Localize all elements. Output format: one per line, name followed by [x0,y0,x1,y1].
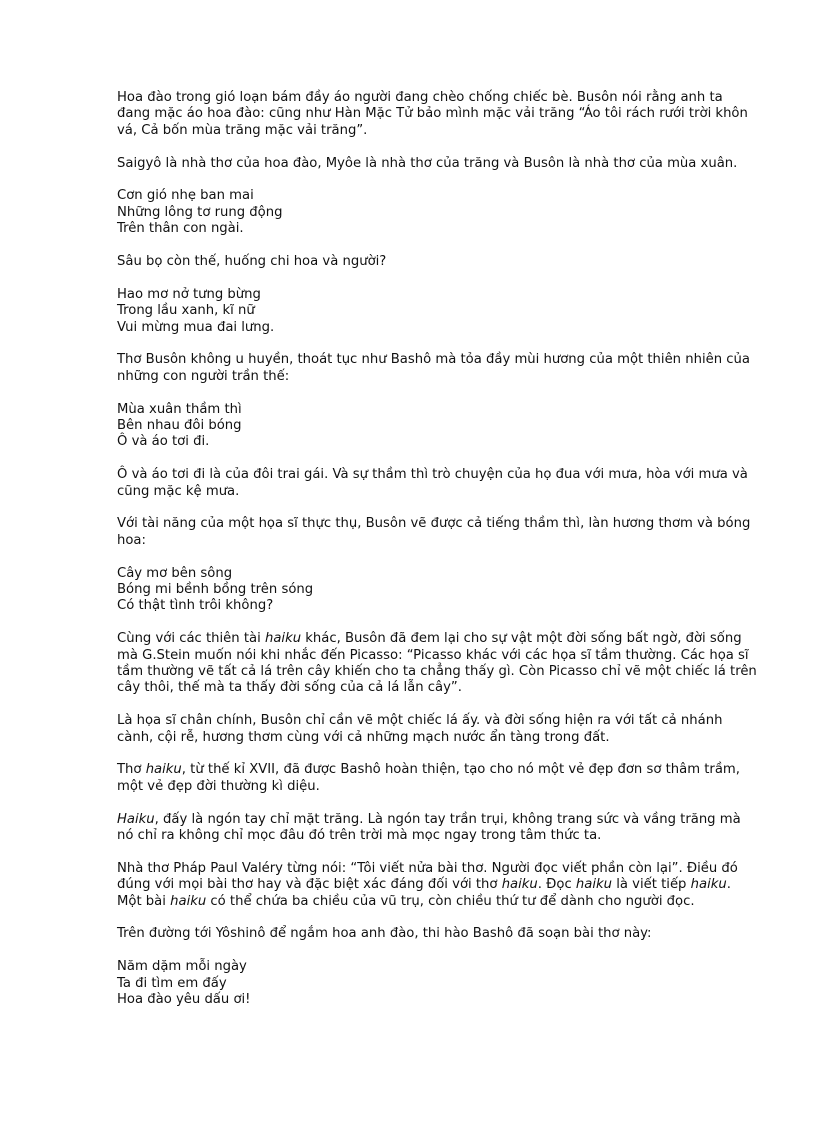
paragraph-text: Cùng với các thiên tài [117,631,265,647]
paragraph-text: Sâu bọ còn thế, huống chi hoa và người? [117,254,387,270]
verse-line: Có thật tình trôi không? [117,598,274,614]
verse-line: Trong lầu xanh, kĩ nữ [117,303,255,319]
italic-text: haiku [145,762,182,778]
poem-verse [117,188,757,237]
italic-text: haiku [501,877,538,893]
verse-line: Cây mơ bên sông [117,565,233,581]
paragraph-text: Thơ [117,762,146,778]
paragraph [117,516,757,549]
verse-line: Trên thân con ngài. [117,221,244,237]
paragraph-text: , đấy là ngón tay chỉ mặt trăng. Là ngón tay trần trụi, không trang sức và vầng trăng mà nó chỉ ra không chỉ mọc đâu đó trên trời mà mọc ngay trong tâm thức ta. [117,811,745,844]
paragraph [117,631,761,697]
paragraph [117,762,757,795]
verse-line: Bên nhau đôi bóng [117,418,242,434]
paragraph [117,90,757,139]
verse-line: Những lông tơ rung động [117,204,283,220]
verse-line: Mùa xuân thầm thì [117,401,242,417]
paragraph [117,467,757,500]
paragraph-text: . Đọc [537,877,576,893]
italic-text: haiku [264,631,302,647]
paragraph [117,861,757,910]
verse-line: Năm dặm mỗi ngày [117,959,247,975]
paragraph-text: Ô và áo tơi đi là của đôi trai gái. Và sự thầm thì trò chuyện của họ đua với mưa, hòa với mưa và cũng mặc kệ mưa. [117,467,753,499]
paragraph-text: Thơ Busôn không u huyền, thoát tục như Bashô mà tỏa đầy mùi hương của một thiên nhiên của những con người trần thế: [117,352,755,384]
verse-line: Ô và áo tơi đi. [117,434,210,450]
italic-text: Haiku [117,811,155,827]
paragraph-text: là viết tiếp [612,877,691,893]
paragraph-text: có thể chứa ba chiều của vũ trụ, còn chiều thứ tư để dành cho người đọc. [206,893,695,909]
paragraph [117,713,757,746]
paragraph [117,254,757,270]
verse-line: Bóng mi bềnh bồng trên sóng [117,582,314,598]
paragraph-text: Trên đường tới Yôshinô để ngắm hoa anh đào, thi hào Bashô đã soạn bài thơ này: [117,926,652,942]
poem-verse [117,959,757,1008]
verse-line: Vui mừng mua đai lưng. [117,319,275,335]
poem-verse [117,287,757,336]
italic-text: haiku [575,877,613,893]
verse-line: Hao mơ nở tưng bừng [117,286,261,302]
paragraph-text: . Một bài [117,877,736,909]
verse-line: Hoa đào yêu dấu ơi! [117,992,251,1008]
paragraph-text: khác, Busôn đã đem lại cho sự vật một đời sống bất ngờ, đời sống mà G.Stein muốn nói khi nhắc đến Picasso: “Picasso khác với các họa sĩ tầm thường. Các họa sĩ tầm thường vẽ tất cả lá trên cây khiến cho ta chẳng thấy gì. Còn Picasso chỉ vẽ một chiếc lá trên cây thôi, thế mà ta thấy đời sống của cả lá lẫn cây”. [117,631,761,696]
poem-verse [117,402,757,451]
paragraph-text: Hoa đào trong gió loạn bám đầy áo người đang chèo chống chiếc bè. Busôn nói rằng anh ta đang mặc áo hoa đào: cũng như Hàn Mặc Tử bảo mình mặc vải trăng “Áo tôi rách rưới trời khôn vá, Cả bốn mùa trăng mặc vải trăng”. [117,90,753,138]
paragraph-text: Nhà thơ Pháp Paul Valéry từng nói: “Tôi viết nửa bài thơ. Người đọc viết phần còn lại”. Điều đó đúng với mọi bài thơ hay và đặc biệt xác đáng đối với thơ [117,860,743,893]
paragraph-text: Với tài năng của một họa sĩ thực thụ, Busôn vẽ được cả tiếng thầm thì, làn hương thơm và bóng hoa: [117,516,755,548]
paragraph [117,352,757,385]
paragraph-text: , từ thế kỉ XVII, đã được Bashô hoàn thiện, tạo cho nó một vẻ đẹp đơn sơ thâm trầm, một vẻ đẹp đời thường kì diệu. [117,762,745,794]
paragraph-text: Là họa sĩ chân chính, Busôn chỉ cần vẽ một chiếc lá ấy. và đời sống hiện ra với tất cả nhánh cành, cội rễ, hương thơm cùng với cả những mạch nước ẩn tàng trong đất. [117,713,727,745]
paragraph [117,812,757,845]
paragraph [117,926,757,942]
paragraph-text: Saigyô là nhà thơ của hoa đào, Myôe là nhà thơ của trăng và Busôn là nhà thơ của mùa xuân. [117,155,738,171]
verse-line: Ta đi tìm em đấy [117,975,227,991]
italic-text: haiku [170,893,207,909]
italic-text: haiku [690,877,727,893]
verse-line: Cơn gió nhẹ ban mai [117,188,254,204]
document-page [117,90,761,1025]
poem-verse [117,566,757,615]
paragraph [117,156,757,172]
